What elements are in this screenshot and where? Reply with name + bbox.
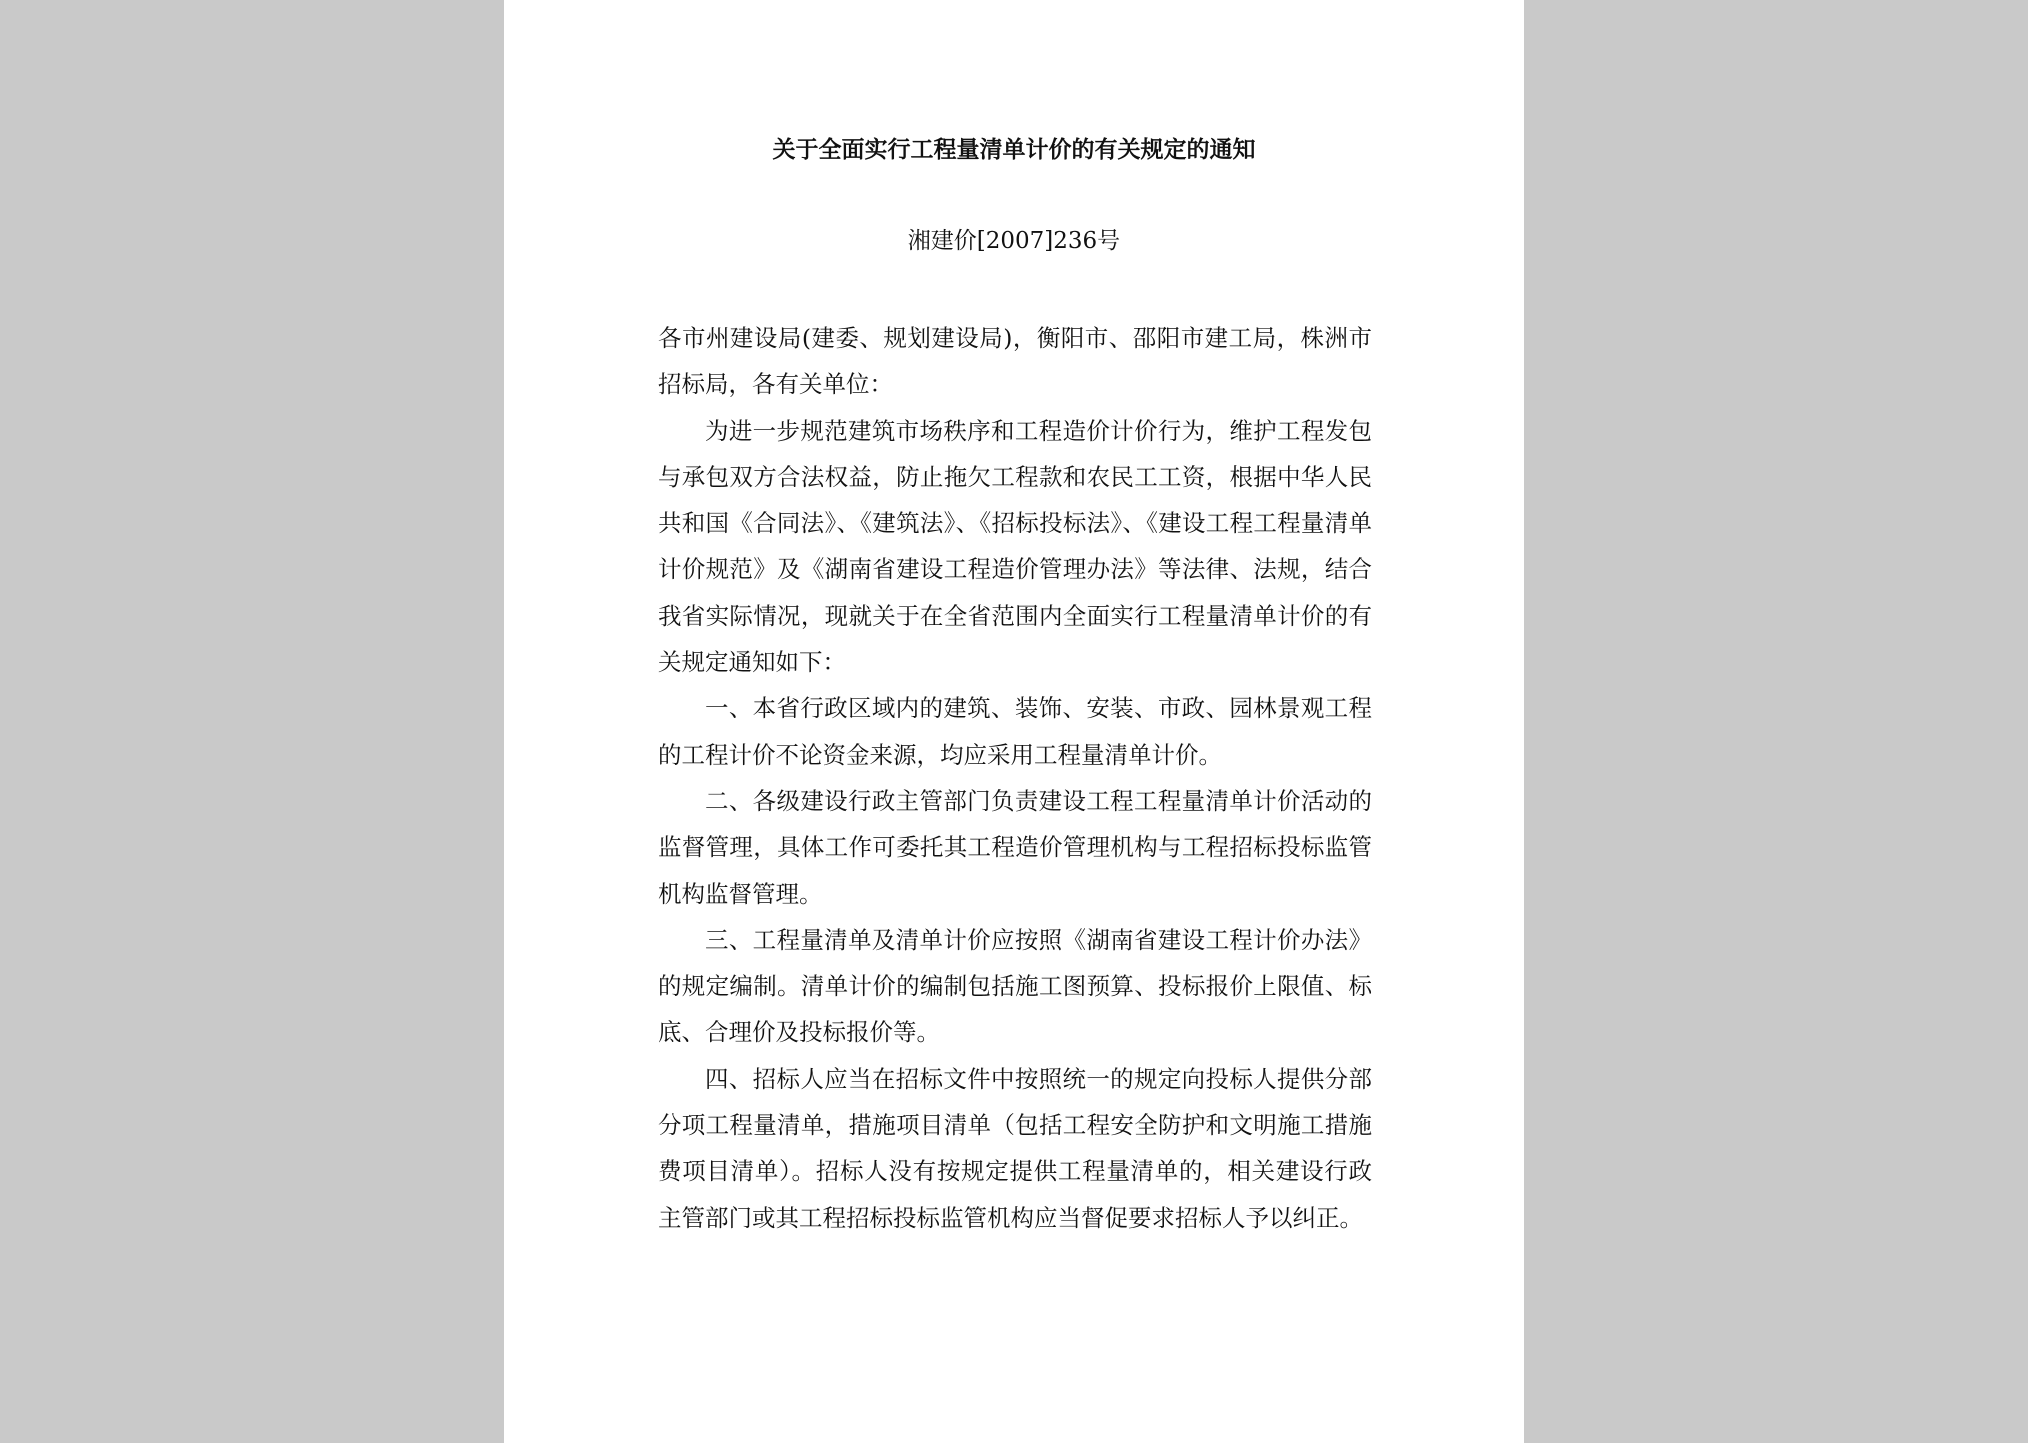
body-paragraph: 为进一步规范建筑市场秩序和工程造价计价行为，维护工程发包与承包双方合法权益，防止拖欠工程款和农民工工资，根据中华人民共和国《合同法》、《建筑法》、《招标投标法》、《建设工程工程量清单计价规范》及《湖南省建设工程造价管理办法》等法律、法规，结合我省实际情况，现就关于在全省范围内全面实行工程量清单计价的有关规定通知如下：: [658, 416, 1372, 677]
document-body: [658, 315, 1372, 1241]
body-paragraph: 三、工程量清单及清单计价应按照《湖南省建设工程计价办法》的规定编制。清单计价的编制包括施工图预算、投标报价上限值、标底、合理价及投标报价等。: [658, 925, 1372, 1047]
body-paragraph: 四、招标人应当在招标文件中按照统一的规定向投标人提供分部分项工程量清单，措施项目清单（包括工程安全防护和文明施工措施费项目清单）。招标人没有按规定提供工程量清单的，相关建设行政主管部门或其工程招标投标监管机构应当督促要求招标人予以纠正。: [658, 1064, 1372, 1232]
salutation: 各市州建设局(建委、规划建设局)，衡阳市、邵阳市建工局，株洲市招标局，各有关单位：: [658, 324, 1372, 399]
document-title: 关于全面实行工程量清单计价的有关规定的通知: [772, 137, 1256, 163]
body-paragraph: 二、各级建设行政主管部门负责建设工程工程量清单计价活动的监督管理，具体工作可委托其工程造价管理机构与工程招标投标监管机构监督管理。: [658, 786, 1372, 908]
document-number: 湘建价[2007]236号: [907, 228, 1121, 254]
document-page: [504, 0, 1524, 1443]
body-paragraph: 一、本省行政区域内的建筑、装饰、安装、市政、园林景观工程的工程计价不论资金来源，均应采用工程量清单计价。: [658, 694, 1372, 769]
